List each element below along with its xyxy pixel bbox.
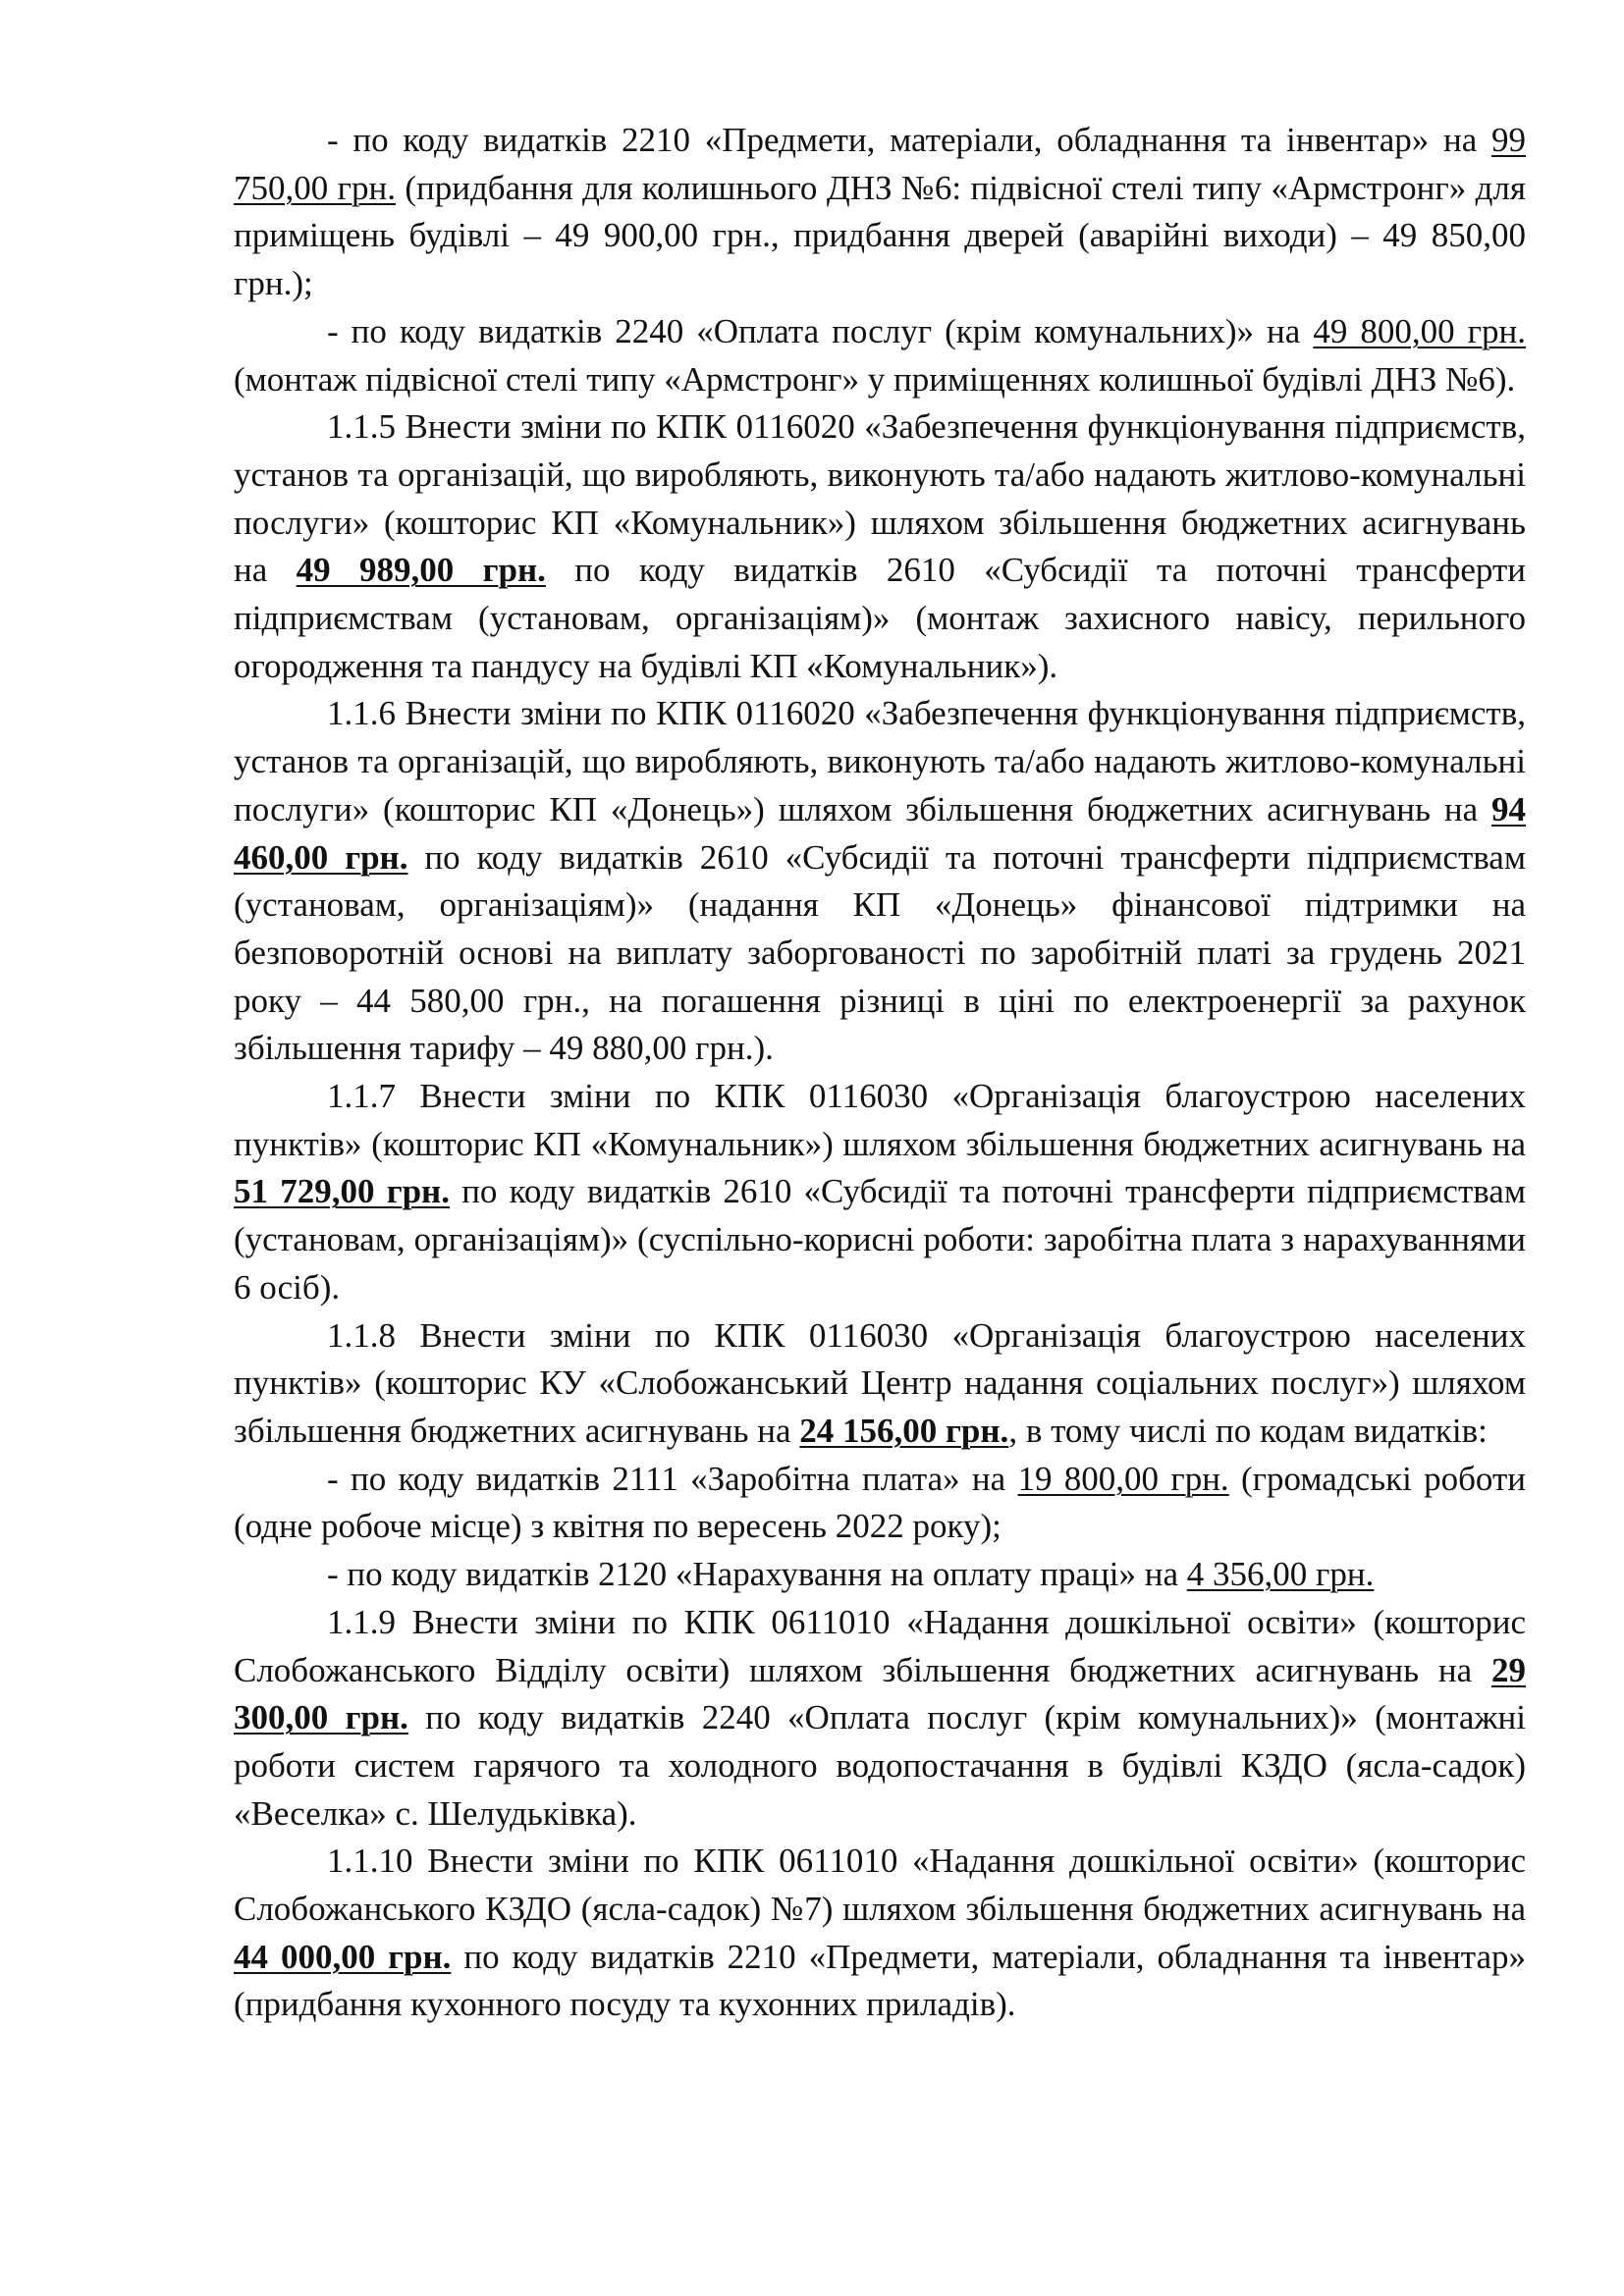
amount-bold-underlined: 24 156,00 грн.	[799, 1411, 1009, 1450]
amount-bold-underlined: 94 460,00 грн.	[234, 789, 1526, 877]
paragraph-expense-2240-dnz6	[234, 308, 1526, 403]
paragraph-text: 1.1.7 Внести зміни по КПК 0116030 «Організація благоустрою населених пунктів» (кошторис КП «Комунальник») шляхом збільшення бюджетних асигнувань на	[234, 1077, 1526, 1163]
paragraph-text: 1.1.6 Внести зміни по КПК 0116020 «Забезпечення функціонування підприємств, установ та організацій, що виробляють, виконують та/або надають житлово-комунальні послуги» (кошторис КП «Донець») шляхом збільшення бюджетних асигнувань на	[234, 694, 1526, 828]
paragraph-expense-2210-dnz6	[234, 117, 1526, 308]
paragraph-text: по коду видатків 2210 «Предмети, матеріали, обладнання та інвентар» (придбання кухонного посуду та кухонних приладів).	[234, 1937, 1526, 2024]
paragraph-text: 1.1.8 Внести зміни по КПК 0116030 «Організація благоустрою населених пунктів» (кошторис КУ «Слобожанський Центр надання соціальних послуг») шляхом збільшення бюджетних асигнувань на	[234, 1315, 1526, 1450]
paragraph-text: по коду видатків 2240 «Оплата послуг (крім комунальних)» (монтажні роботи систем гарячого та холодного водопостачання в будівлі КЗДО (ясла-садок) «Веселка» с. Шелудьківка).	[234, 1698, 1527, 1833]
amount-bold-underlined: 44 000,00 грн.	[234, 1937, 452, 1976]
paragraph-text: - по коду видатків 2120 «Нарахування на оплату праці» на	[327, 1555, 1187, 1594]
amount-bold-underlined: 29 300,00 грн.	[234, 1650, 1526, 1737]
clause-1-1-9	[234, 1599, 1526, 1839]
paragraph-text: 1.1.10 Внести зміни по КПК 0611010 «Надання дошкільної освіти» (кошторис Слобожанського КЗДО (ясла-садок) №7) шляхом збільшення бюджетних асигнувань на	[234, 1842, 1526, 1929]
paragraph-text: по коду видатків 2610 «Субсидії та поточні трансферти підприємствам (установам, організаціям)» (надання КП «Донець» фінансової підтримки на безповоротній основі на виплату заборгованості по заробітній платі за грудень 2021 року – 44 580,00 грн., на погашення різниці в ціні по електроенергії за рахунок збільшення тарифу – 49 880,00 грн.).	[234, 837, 1526, 1068]
paragraph-text: (придбання для колишнього ДНЗ №6: підвісної стелі типу «Армстронг» для приміщень будівлі – 49 900,00 грн., придбання дверей (аварійні виходи) – 49 850,00 грн.);	[234, 168, 1526, 303]
amount-bold-underlined: 49 989,00 грн.	[296, 551, 546, 590]
paragraph-text: по коду видатків 2610 «Субсидії та поточні трансферти підприємствам (установам, організаціям)» (суспільно-корисні роботи: заробітна плата з нарахуваннями 6 осіб).	[234, 1172, 1526, 1307]
paragraph-text: (громадські роботи (одне робоче місце) з квітня по вересень 2022 року);	[234, 1459, 1526, 1546]
paragraph-text: по коду видатків 2610 «Субсидії та поточні трансферти підприємствам (установам, організаціям)» (монтаж захисного навісу, перильного огородження та пандусу на будівлі КП «Комунальник»).	[234, 551, 1526, 685]
paragraph-text: 1.1.5 Внести зміни по КПК 0116020 «Забезпечення функціонування підприємств, установ та організацій, що виробляють, виконують та/або надають житлово-комунальні послуги» (кошторис КП «Комунальник») шляхом збільшення бюджетних асигнувань на	[234, 407, 1526, 590]
clause-1-1-10	[234, 1838, 1526, 2029]
paragraph-expense-2111	[234, 1456, 1526, 1551]
amount-underlined: 99 750,00 грн.	[234, 121, 1526, 207]
paragraph-text: , в тому числі по кодам видатків:	[1008, 1411, 1488, 1450]
amount-underlined: 49 800,00 грн.	[1313, 311, 1526, 350]
paragraph-text: 1.1.9 Внести зміни по КПК 0611010 «Надання дошкільної освіти» (кошторис Слобожанського Відділу освіти) шляхом збільшення бюджетних асигнувань на	[234, 1602, 1526, 1689]
paragraph-text: (монтаж підвісної стелі типу «Армстронг» у приміщеннях колишньої будівлі ДНЗ №6).	[234, 359, 1516, 399]
paragraph-text: - по коду видатків 2210 «Предмети, матеріали, обладнання та інвентар» на	[327, 121, 1491, 159]
clause-1-1-6	[234, 690, 1526, 1073]
amount-underlined: 4 356,00 грн.	[1186, 1555, 1375, 1594]
clause-1-1-8	[234, 1312, 1526, 1456]
paragraph-expense-2120	[234, 1551, 1526, 1599]
clause-1-1-5	[234, 403, 1526, 690]
amount-bold-underlined: 51 729,00 грн.	[234, 1172, 450, 1211]
paragraph-text: - по коду видатків 2240 «Оплата послуг (крім комунальних)» на	[327, 311, 1314, 350]
document-page	[234, 117, 1526, 2029]
clause-1-1-7	[234, 1073, 1526, 1312]
amount-underlined: 19 800,00 грн.	[1017, 1459, 1229, 1498]
paragraph-text: - по коду видатків 2111 «Заробітна плата» на	[327, 1459, 1018, 1498]
